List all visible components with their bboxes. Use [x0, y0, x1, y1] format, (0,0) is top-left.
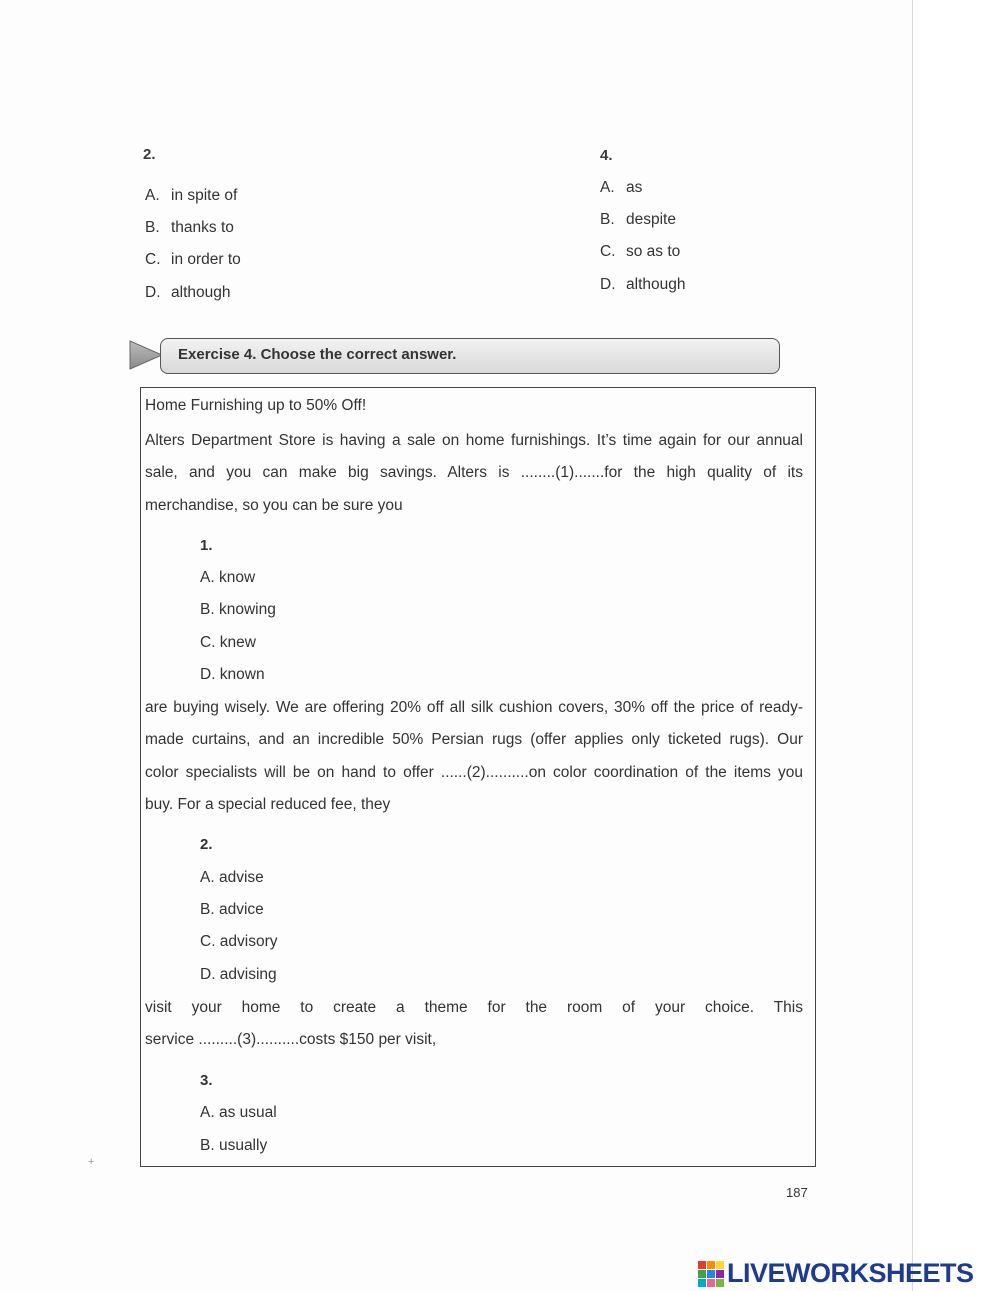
- p1-line-3: merchandise, so you can be sure you: [145, 496, 403, 514]
- p1-line-2: sale, and you can make big savings. Alters is ........(1).......for the high quality of its: [145, 464, 803, 482]
- logo-square-2: [716, 1261, 724, 1269]
- passage-q2-option-a[interactable]: A. advise: [200, 869, 264, 886]
- p3-line-2: service .........(3)..........costs $150 per visit,: [145, 1031, 437, 1049]
- logo-square-3: [698, 1270, 706, 1278]
- logo-square-6: [698, 1279, 706, 1287]
- passage-q1-option-c[interactable]: C. knew: [200, 634, 256, 651]
- logo-square-5: [716, 1270, 724, 1278]
- passage-q2-number: 2.: [200, 836, 213, 853]
- passage-q1-option-d[interactable]: D. known: [200, 666, 265, 683]
- passage-q2-option-b[interactable]: B. advice: [200, 901, 264, 918]
- passage-q1-option-b[interactable]: B. knowing: [200, 601, 276, 618]
- passage-q3-number: 3.: [200, 1072, 213, 1089]
- passage-q1-option-a[interactable]: A. know: [200, 569, 256, 586]
- q4-option-a[interactable]: A. as: [600, 179, 643, 196]
- logo-square-4: [707, 1270, 715, 1278]
- logo-text: LIVEWORKSHEETS: [727, 1258, 974, 1288]
- q2-option-b[interactable]: B. thanks to: [145, 219, 234, 236]
- logo-square-1: [707, 1261, 715, 1269]
- exercise-title: Exercise 4. Choose the correct answer.: [178, 346, 457, 363]
- question-4-number: 4.: [600, 147, 613, 164]
- q4-option-c[interactable]: C. so as to: [600, 243, 681, 260]
- logo-square-8: [716, 1279, 724, 1287]
- p2-line-3: color specialists will be on hand to offer ......(2)..........on color coordination of the items you: [145, 763, 803, 781]
- p2-line-1: are buying wisely. We are offering 20% off all silk cushion covers, 30% off the price of ready-: [145, 699, 803, 716]
- q2-option-d[interactable]: D. although: [145, 284, 231, 301]
- passage-paragraph-3: [145, 992, 803, 1057]
- passage-q2-option-d[interactable]: D. advising: [200, 966, 277, 983]
- page-number: 187: [786, 1185, 808, 1200]
- passage-q3-option-a[interactable]: A. as usual: [200, 1104, 277, 1121]
- logo-square-0: [698, 1261, 706, 1269]
- liveworksheets-logo[interactable]: [698, 1258, 974, 1289]
- q4-option-d[interactable]: D. although: [600, 276, 686, 293]
- passage-heading: Home Furnishing up to 50% Off!: [145, 397, 367, 414]
- logo-square-7: [707, 1279, 715, 1287]
- logo-grid-icon: [698, 1261, 724, 1287]
- p1-line-1: Alters Department Store is having a sale on home furnishings. It’s time again for our annual: [145, 432, 803, 449]
- stray-mark: +: [88, 1156, 95, 1168]
- p2-line-2: made curtains, and an incredible 50% Persian rugs (offer applies only ticketed rugs). Our: [145, 731, 803, 749]
- passage-q1-number: 1.: [200, 537, 213, 554]
- passage-q3-option-b[interactable]: B. usually: [200, 1137, 268, 1154]
- passage-paragraph-1: [145, 425, 803, 522]
- passage-q2-option-c[interactable]: C. advisory: [200, 933, 278, 950]
- p3-line-1: visit your home to create a theme for the room of your choice. This: [145, 999, 803, 1016]
- q4-option-b[interactable]: B. despite: [600, 211, 676, 228]
- question-2-number: 2.: [143, 146, 156, 163]
- exercise-arrow-icon: [128, 339, 164, 371]
- p2-line-4: buy. For a special reduced fee, they: [145, 795, 391, 813]
- q2-option-a[interactable]: A. in spite of: [145, 187, 238, 204]
- q2-option-c[interactable]: C. in order to: [145, 251, 241, 268]
- passage-paragraph-2: [145, 692, 803, 821]
